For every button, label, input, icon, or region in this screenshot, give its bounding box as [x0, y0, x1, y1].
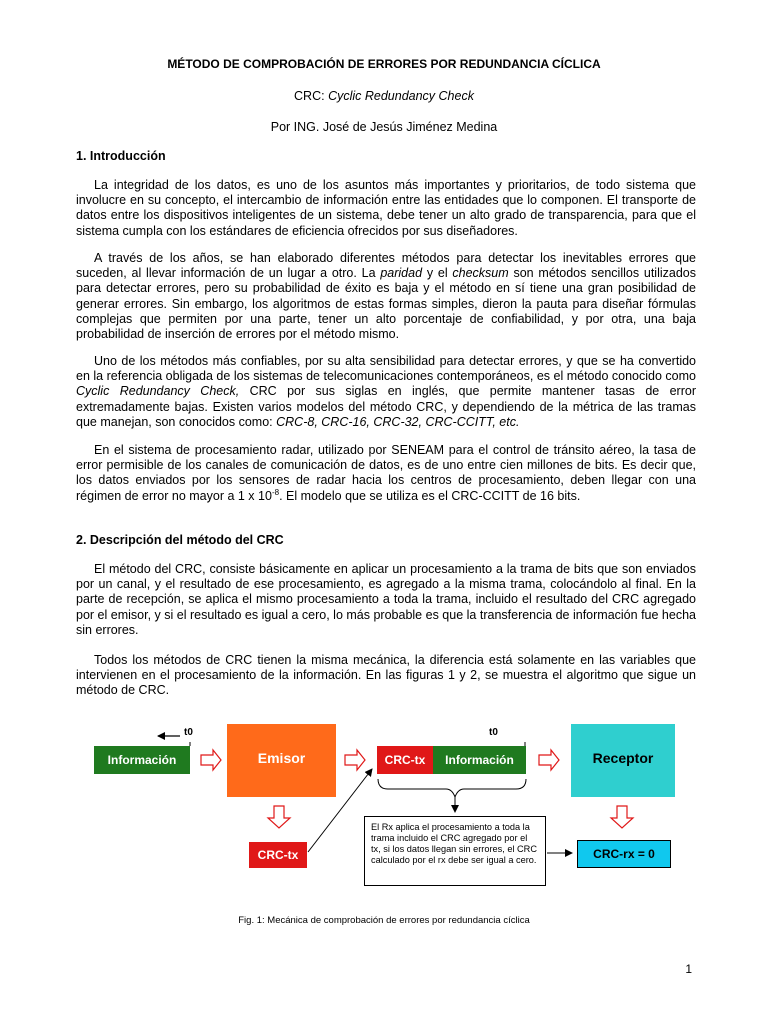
receiver-note: El Rx aplica el procesamiento a toda la trama incluido el CRC agregado por el tx, si los datos llegan sin errores, el CRC calculado por el rx debe ser igual a cero.	[364, 816, 546, 886]
p3-part-a: Uno de los métodos más confiables, por su alta sensibilidad para detectar errores, y que se ha convertido en la referencia obligada de los sistemas de telecomunicaciones contemporáneos, es el método conocido como	[76, 354, 696, 384]
p4-part-b: . El modelo que se utiliza es el CRC-CCITT de 16 bits.	[279, 488, 581, 503]
p3-crc-name: Cyclic Redundancy Check,	[76, 384, 240, 399]
p2-part-c: y el	[422, 266, 453, 281]
subtitle-italic: Cyclic Redundancy Check	[328, 89, 474, 103]
subtitle-prefix: CRC:	[294, 89, 329, 103]
informacion-box-right: Información	[433, 746, 526, 774]
author-line: Por ING. José de Jesús Jiménez Medina	[270, 120, 498, 134]
receptor-box: Receptor	[571, 724, 675, 797]
frame-brace	[378, 779, 526, 797]
document-title: MÉTODO DE COMPROBACIÓN DE ERRORES POR REDUNDANCIA CÍCLICA	[167, 57, 601, 71]
section1-heading: 1. Introducción	[76, 149, 166, 163]
emisor-box: Emisor	[227, 724, 336, 797]
figure-caption: Fig. 1: Mecánica de comprobación de errores por redundancia cíclica	[238, 915, 530, 926]
section2-paragraph-2: Todos los métodos de CRC tienen la misma mecánica, la diferencia está solamente en las variables que intervienen en el procesamiento de la información. En las figuras 1 y 2, se muestra el algoritmo que sigue un método de CRC.	[76, 653, 696, 698]
section1-paragraph-1: La integridad de los datos, es uno de los asuntos más importantes y prioritarios, de todo sistema que involucre en su concepto, el intercambio de información entre las entidades que lo componen. El transporte de datos entre los dispositivos inteligentes de un sistema, debe tener un alto grado de transparencia, para que el sistema cumpla con los estándares de eficiencia ofrecidos por sus diseñadores.	[76, 178, 696, 238]
p4-exponent: -8	[271, 487, 280, 497]
p2-checksum: checksum	[452, 266, 509, 281]
crc-tx-box: CRC-tx	[249, 842, 307, 868]
t0-label-left: t0	[184, 727, 193, 738]
section2-paragraph-1: El método del CRC, consiste básicamente en aplicar un procesamiento a la trama de bits que son enviados por un canal, y el resultado de ese procesamiento, es agregado a la misma trama, colocándolo al final. En la parte de recepción, se aplica el mismo procesamiento a toda la trama, incluido el resultado del CRC agregado por el emisor, y si el resultado es igual a cero, lo más probable es que la transferencia de información fue hecha sin errores.	[76, 562, 696, 637]
crc-rx-box: CRC-rx = 0	[577, 840, 671, 868]
p3-part-c: CRC por sus siglas en inglés, que permite mantener tasas de error extremadamente bajas. Existen varios modelos del método CRC, y dependiendo de la métrica de las tramas que manejan, son conocidos como:	[76, 384, 696, 429]
p2-paridad: paridad	[380, 266, 423, 281]
page-number: 1	[685, 962, 692, 976]
p3-crc-models: CRC-8, CRC-16, CRC-32, CRC-CCITT, etc.	[276, 414, 520, 429]
flow-arrow-emisor-to-crc	[268, 806, 290, 828]
crc-tx-frame-box: CRC-tx	[377, 746, 433, 774]
flow-arrow-info-to-emisor	[201, 750, 221, 770]
t0-label-right: t0	[489, 727, 498, 738]
p4-part-a: En el sistema de procesamiento radar, utilizado por SENEAM para el control de tránsito aéreo, la tasa de error permisible de los canales de comunicación de datos, es de uno entre cien millones de bits. Es decir que, los datos enviados por los sensores de radar hacia los centros de procesamiento, deben llegar con una régimen de error no mayor a 1 x 10	[76, 443, 696, 503]
informacion-box-left: Información	[94, 746, 190, 774]
flow-arrow-emisor-to-frame	[345, 750, 365, 770]
p2-part-e: son métodos sencillos utilizados para detectar errores, pero su probabilidad de éxito es baja y el método en sí tiene una gran posibilidad de generar errores. Sin embargo, los algoritmos de estas formas simples, dieron la pauta para diseñar fórmulas complejas que permiten por una parte, tener un alto porcentaje de confiabilidad, y por otra, una baja probabilidad de inserción de errores por el método mismo.	[76, 266, 696, 342]
section2-heading: 2. Descripción del método del CRC	[76, 533, 284, 547]
p2-part-a: A través de los años, se han elaborado diferentes métodos para detectar los inevitables errores que suceden, al llevar información de un lugar a otro. La	[76, 251, 696, 281]
flow-arrow-frame-to-receptor	[539, 750, 559, 770]
flow-arrow-receptor-to-crcrx	[611, 806, 633, 828]
